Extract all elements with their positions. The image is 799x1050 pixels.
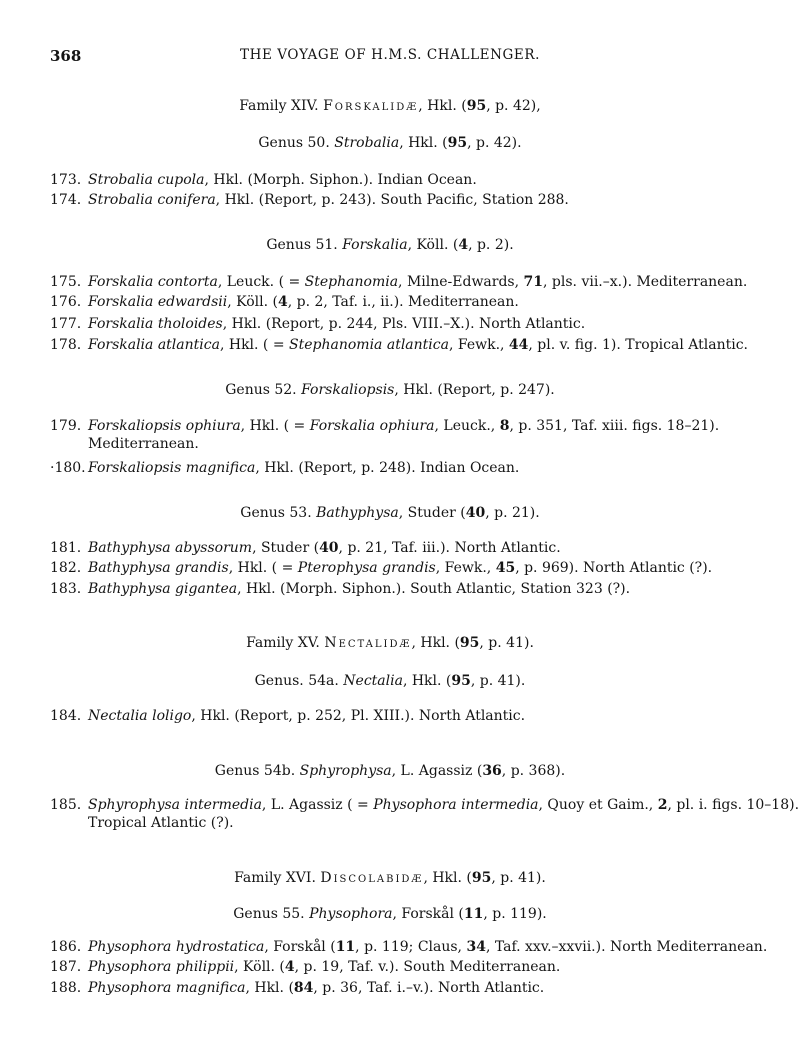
species-entry: 175. Forskalia contorta, Leuck. ( = Stephanomia, Milne-Edwards, 71, pls. vii.–x.). Mediterranean. <box>50 274 748 290</box>
species-entry: 177. Forskalia tholoides, Hkl. (Report, p. 244, Pls. VIII.–X.). North Atlantic. <box>50 316 586 332</box>
species-entry: 174. Strobalia conifera, Hkl. (Report, p. 243). South Pacific, Station 288. <box>50 192 569 208</box>
species-entry: 183. Bathyphysa gigantea, Hkl. (Morph. Siphon.). South Atlantic, Station 323 (?). <box>50 581 631 597</box>
species-entry: 188. Physophora magnifica, Hkl. (84, p. 36, Taf. i.–v.). North Atlantic. <box>50 980 545 996</box>
family-heading: Family XIV. Forskalidæ, Hkl. (95, p. 42), <box>239 98 541 114</box>
running-head <box>50 47 730 67</box>
species-entry-continuation: Tropical Atlantic (?). <box>88 815 234 831</box>
species-entry: ·180. Forskaliopsis magnifica, Hkl. (Report, p. 248). Indian Ocean. <box>50 460 520 476</box>
page-number: 368 <box>50 47 82 65</box>
genus-heading: Genus 54b. Sphyrophysa, L. Agassiz (36, p. 368). <box>214 763 566 779</box>
genus-heading: Genus 55. Physophora, Forskål (11, p. 119). <box>233 906 547 922</box>
family-heading: Family XVI. Discolabidæ, Hkl. (95, p. 41). <box>234 870 546 886</box>
species-entry: 176. Forskalia edwardsii, Köll. (4, p. 2, Taf. i., ii.). Mediterranean. <box>50 294 519 310</box>
species-entry: 184. Nectalia loligo, Hkl. (Report, p. 252, Pl. XIII.). North Atlantic. <box>50 708 526 724</box>
species-entry: 179. Forskaliopsis ophiura, Hkl. ( = Forskalia ophiura, Leuck., 8, p. 351, Taf. xiii. figs. 18–21). <box>50 418 720 434</box>
family-heading: Family XV. Nectalidæ, Hkl. (95, p. 41). <box>246 635 534 651</box>
genus-heading: Genus 51. Forskalia, Köll. (4, p. 2). <box>266 237 514 253</box>
species-entry: 187. Physophora philippii, Köll. (4, p. 19, Taf. v.). South Mediterranean. <box>50 959 561 975</box>
genus-heading: Genus 53. Bathyphysa, Studer (40, p. 21). <box>240 505 540 521</box>
species-entry: 186. Physophora hydrostatica, Forskål (11, p. 119; Claus, 34, Taf. xxv.–xxvii.). North Mediterranean. <box>50 939 768 955</box>
species-entry: 178. Forskalia atlantica, Hkl. ( = Stephanomia atlantica, Fewk., 44, pl. v. fig. 1). Tropical Atlantic. <box>50 337 749 353</box>
genus-heading: Genus 50. Strobalia, Hkl. (95, p. 42). <box>258 135 522 151</box>
species-entry: 185. Sphyrophysa intermedia, L. Agassiz ( = Physophora intermedia, Quoy et Gaim., 2, pl. i. figs. 10–18). <box>50 797 799 813</box>
species-entry: 173. Strobalia cupola, Hkl. (Morph. Siphon.). Indian Ocean. <box>50 172 477 188</box>
genus-heading: Genus 52. Forskaliopsis, Hkl. (Report, p. 247). <box>225 382 555 398</box>
species-entry-continuation: Mediterranean. <box>88 436 199 452</box>
genus-heading: Genus. 54a. Nectalia, Hkl. (95, p. 41). <box>254 673 526 689</box>
species-entry: 182. Bathyphysa grandis, Hkl. ( = Pterophysa grandis, Fewk., 45, p. 969). North Atlantic (?). <box>50 560 713 576</box>
species-entry: 181. Bathyphysa abyssorum, Studer (40, p. 21, Taf. iii.). North Atlantic. <box>50 540 561 556</box>
running-title: THE VOYAGE OF H.M.S. CHALLENGER. <box>239 47 541 63</box>
